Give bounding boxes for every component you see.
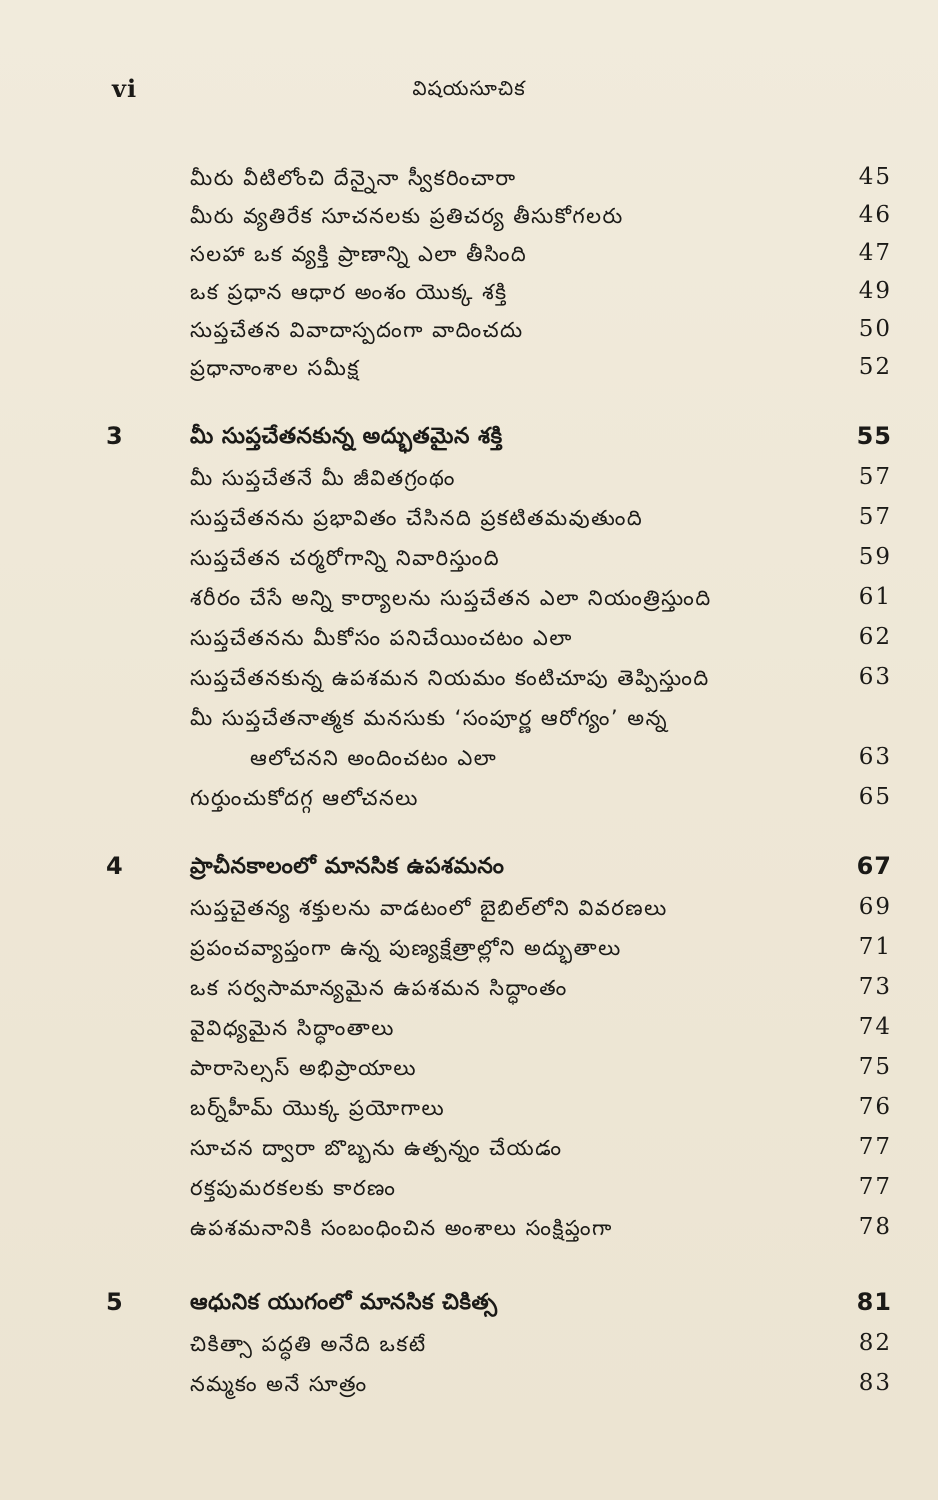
chapter-number: 3: [106, 422, 123, 450]
entry-page-number: 61: [858, 584, 892, 610]
entry-title: సుప్తచేతనను ప్రభావితం చేసినది ప్రకటితమవుతుంది: [190, 506, 644, 530]
entry-title: ఒక సర్వసామాన్యమైన ఉపశమన సిద్ధాంతం: [190, 976, 568, 1000]
entry-page-number: 81: [856, 1288, 892, 1316]
entry-title: ప్రాచీనకాలంలో మానసిక ఉపశమనం: [190, 854, 505, 879]
entry-page-number: 75: [858, 1054, 892, 1080]
entry-page-number: 74: [858, 1014, 892, 1040]
entry-page-number: 62: [858, 624, 892, 650]
entry-title: గుర్తుంచుకోదగ్గ ఆలోచనలు: [190, 786, 419, 810]
toc-entry: [0, 930, 938, 970]
entry-title: మీ సుప్తచేతనకున్న అద్భుతమైన శక్తి: [190, 424, 503, 449]
entry-title: సుప్తచేతనను మీకోసం పనిచేయించటం ఎలా: [190, 626, 573, 650]
entry-title: నమ్మకం అనే సూత్రం: [190, 1372, 368, 1396]
toc-entry: [0, 500, 938, 540]
entry-page-number: 78: [858, 1214, 892, 1240]
chapter-number: 4: [106, 852, 123, 880]
chapter-heading: [0, 418, 938, 458]
entry-page-number: 63: [858, 664, 892, 690]
entry-title: ఒక ప్రధాన ఆధార అంశం యొక్క శక్తి: [190, 280, 508, 304]
entry-title: సుప్తచైతన్య శక్తులను వాడటంలో బైబిల్‌లోని వివరణలు: [190, 896, 668, 920]
toc-entry: [0, 312, 938, 352]
entry-page-number: 49: [858, 278, 892, 304]
entry-title: ఆలోచనని అందించటం ఎలా: [250, 746, 498, 770]
entry-page-number: 71: [858, 934, 892, 960]
entry-page-number: 67: [856, 852, 892, 880]
toc-entry: [0, 970, 938, 1010]
chapter-number: 5: [106, 1288, 123, 1316]
entry-page-number: 73: [858, 974, 892, 1000]
toc-entry: [0, 1090, 938, 1130]
entry-page-number: 46: [858, 202, 892, 228]
entry-title: సుప్తచేతనకున్న ఉపశమన నియమం కంటిచూపు తెప్పిస్తుంది: [190, 666, 710, 690]
entry-title: సలహా ఒక వ్యక్తి ప్రాణాన్ని ఎలా తీసింది: [190, 242, 528, 266]
entry-page-number: 63: [858, 744, 892, 770]
toc-entry: [0, 160, 938, 200]
entry-title: చికిత్సా పద్ధతి అనేది ఒకటే: [190, 1332, 427, 1356]
entry-page-number: 59: [858, 544, 892, 570]
running-head: విషయసూచిక: [412, 76, 526, 100]
entry-page-number: 52: [858, 354, 892, 380]
page-number: vi: [112, 74, 138, 103]
entry-title: పారాసెల్సస్ అభిప్రాయాలు: [190, 1056, 418, 1080]
entry-page-number: 69: [858, 894, 892, 920]
chapter-heading: [0, 848, 938, 888]
toc-entry: [0, 236, 938, 276]
entry-title: మీరు వ్యతిరేక సూచనలకు ప్రతిచర్య తీసుకోగలరు: [190, 204, 624, 228]
toc-entry: [0, 274, 938, 314]
entry-title: మీరు వీటిలోంచి దేన్నైనా స్వీకరించారా: [190, 166, 517, 190]
toc-entry: [0, 540, 938, 580]
entry-page-number: 82: [858, 1330, 892, 1356]
toc-entry: [0, 1010, 938, 1050]
entry-page-number: 77: [858, 1174, 892, 1200]
entry-title: శరీరం చేసే అన్ని కార్యాలను సుప్తచేతన ఎలా నియంత్రిస్తుంది: [190, 586, 712, 610]
entry-page-number: 57: [858, 464, 892, 490]
entry-title: సూచన ద్వారా బొబ్బను ఉత్పన్నం చేయడం: [190, 1136, 563, 1160]
entry-page-number: 55: [856, 422, 892, 450]
toc-entry: [0, 1366, 938, 1406]
toc-entry: [0, 740, 938, 780]
toc-entry: [0, 350, 938, 390]
entry-title: ఆధునిక యుగంలో మానసిక చికిత్స: [190, 1290, 498, 1315]
entry-page-number: 57: [858, 504, 892, 530]
toc-entry: [0, 660, 938, 700]
toc-entry: [0, 198, 938, 238]
entry-page-number: 83: [858, 1370, 892, 1396]
entry-title: మీ సుప్తచేతనాత్మక మనసుకు ‘సంపూర్ణ ఆరోగ్యం’ అన్న: [190, 706, 669, 730]
entry-title: ప్రపంచవ్యాప్తంగా ఉన్న పుణ్యక్షేత్రాల్లోని అద్భుతాలు: [190, 936, 622, 960]
toc-entry: [0, 1130, 938, 1170]
entry-title: సుప్తచేతన చర్మరోగాన్ని నివారిస్తుంది: [190, 546, 501, 570]
entry-title: వైవిధ్యమైన సిద్ధాంతాలు: [190, 1016, 395, 1040]
entry-page-number: 65: [858, 784, 892, 810]
toc-entry: [0, 1210, 938, 1250]
toc-entry: [0, 1326, 938, 1366]
entry-page-number: 77: [858, 1134, 892, 1160]
entry-title: బర్న్‌హీమ్ యొక్క ప్రయోగాలు: [190, 1096, 446, 1120]
entry-title: ఉపశమనానికి సంబంధించిన అంశాలు సంక్షిప్తంగా: [190, 1216, 613, 1240]
entry-page-number: 50: [858, 316, 892, 342]
toc-entry: [0, 620, 938, 660]
chapter-heading: [0, 1284, 938, 1324]
entry-title: మీ సుప్తచేతనే మీ జీవితగ్రంథం: [190, 466, 456, 490]
entry-title: రక్తపుమరకలకు కారణం: [190, 1176, 397, 1200]
toc-entry: [0, 1050, 938, 1090]
entry-page-number: 76: [858, 1094, 892, 1120]
entry-page-number: 45: [858, 164, 892, 190]
toc-entry: [0, 700, 938, 740]
toc-entry: [0, 890, 938, 930]
toc-entry: [0, 580, 938, 620]
toc-entry: [0, 460, 938, 500]
entry-title: సుప్తచేతన వివాదాస్పదంగా వాదించదు: [190, 318, 524, 342]
toc-entry: [0, 780, 938, 820]
entry-title: ప్రధానాంశాల సమీక్ష: [190, 356, 360, 380]
entry-page-number: 47: [858, 240, 892, 266]
toc-entry: [0, 1170, 938, 1210]
